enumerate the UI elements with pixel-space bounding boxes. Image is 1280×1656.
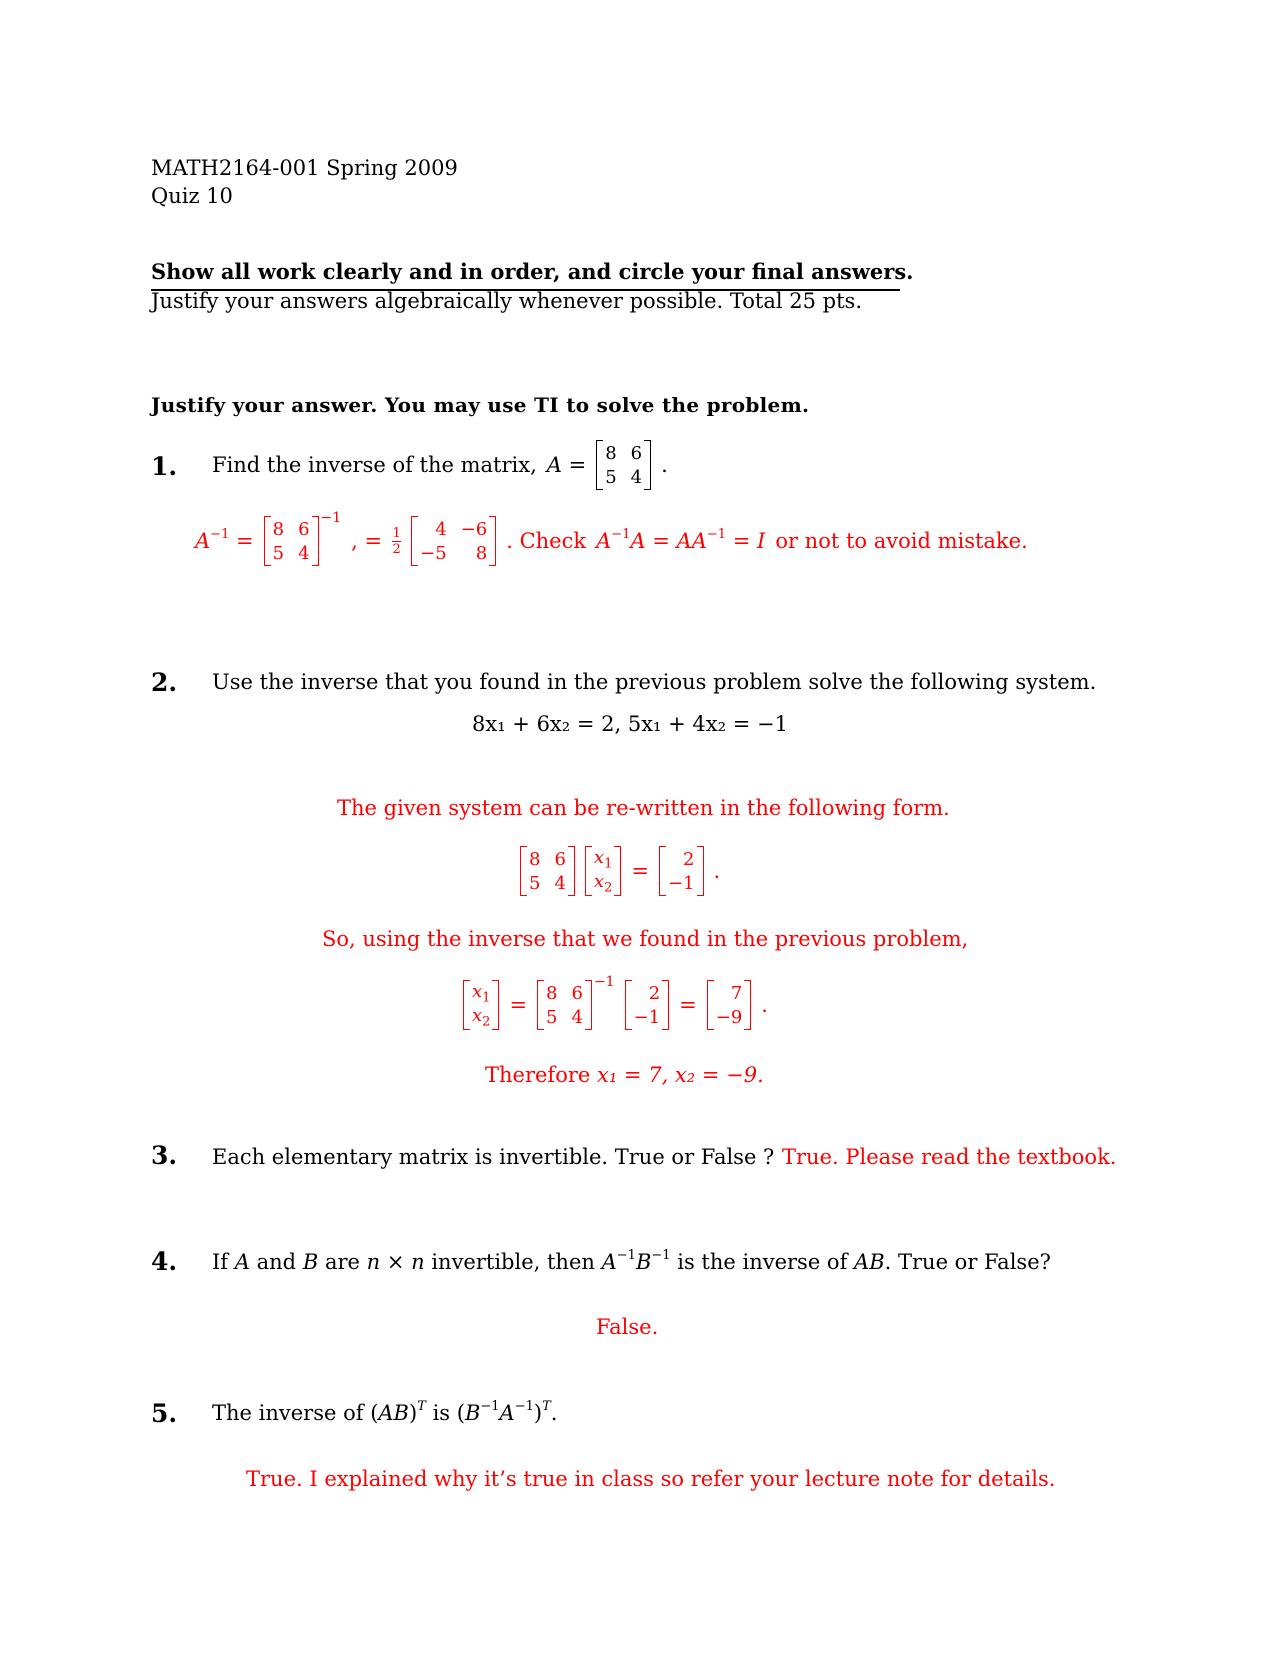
inv-coef-cell: 4 (571, 1006, 583, 1028)
rhs-cell: 4 (435, 518, 447, 540)
variable-vector: $x_1$ $x_2$ (585, 846, 621, 896)
solution-variable-vector: $x_1$ $x_2$ (463, 980, 499, 1030)
problem-2-line1: The given system can be re-written in the following form. (337, 796, 950, 820)
course-title: MATH2164-001 Spring 2009 (151, 156, 458, 180)
lhs-cell: 6 (298, 518, 310, 540)
coef-cell: 8 (529, 848, 541, 870)
problem-3-text: Each elementary matrix is invertible. True or False ? (212, 1145, 775, 1169)
rhs-cell: −6 (460, 518, 488, 540)
rhs-cell: 8 (475, 542, 488, 564)
result-vector (707, 980, 752, 1030)
rhs-cell: −5 (420, 542, 447, 564)
problem-3-number: 3. (151, 1141, 178, 1170)
inverse-coefficient-matrix: 8 6 5 4 $^{-1}$ (537, 980, 615, 1030)
problem-2-line2: So, using the inverse that we found in the previous problem, (322, 927, 969, 951)
coef-cell: 5 (529, 872, 541, 894)
solution-rhs-cell: 2 (648, 982, 661, 1004)
problem-5-text: The inverse of (AB)$^T$ is $(B^{-1}A^{-1})^T$. (212, 1399, 558, 1425)
solution-computation: $x_1$ $x_2$ = 8 6 5 4 $^{-1}$ 2 −1 = 7 −9 . (463, 980, 768, 1030)
check-text: . Check (506, 529, 587, 553)
problem-2-therefore: Therefore x₁ = 7, x₂ = −9. (485, 1063, 764, 1087)
matrix-a-label: A = (546, 453, 587, 477)
problem-1-solution: $A^{-1}$ = 8 6 5 4 $^{-1}$ , = $\frac{1}{2}$ 4 −6 −5 8 . Check $A^{-1}A = AA^{-1} = I$ or not to avoid mistake. (195, 516, 1028, 566)
section-heading: Justify your answer. You may use TI to solve the problem. (151, 393, 810, 417)
check-tail: or not to avoid mistake. (775, 529, 1028, 553)
problem-1-statement: Find the inverse of the matrix, A = 8 6 5 4 . (212, 440, 668, 490)
problem-2-number: 2. (151, 668, 178, 697)
rhs-vector-cell: −1 (667, 872, 695, 894)
result-cell: 7 (730, 982, 743, 1004)
problem-4-number: 4. (151, 1247, 178, 1276)
matrix-a-cell: 4 (630, 466, 643, 488)
check-equation: $A^{-1}A = AA^{-1} = I$ (596, 527, 766, 553)
problem-4-answer: False. (596, 1315, 659, 1339)
problem-1-text: Find the inverse of the matrix, (212, 453, 537, 477)
inv-coef-cell: 6 (571, 982, 583, 1004)
solution-rhs-vector (625, 980, 670, 1030)
problem-2-text: Use the inverse that you found in the previous problem solve the following system. (212, 670, 1097, 694)
problem-4-text: If A and B are n × n invertible, then $A^{-1}B^{-1}$ is the inverse of AB. True or False? (212, 1248, 1051, 1274)
a-inverse-lhs: 8 6 5 4 $^{-1}$ (264, 516, 342, 566)
coefficient-matrix (520, 846, 575, 896)
instructions-bold: Show all work clearly and in order, and circle your final answers. (151, 259, 914, 284)
a-inverse-label: $A^{-1}$ = (195, 527, 254, 553)
problem-3-answer: True. Please read the textbook. (782, 1145, 1117, 1169)
rhs-vector (659, 846, 704, 896)
quiz-title: Quiz 10 (151, 184, 233, 208)
rhs-vector-cell: 2 (683, 848, 695, 870)
one-half-fraction: $\frac{1}{2}$ (392, 525, 401, 557)
matrix-a (596, 440, 651, 490)
a-inverse-rhs (411, 516, 496, 566)
inv-coef-cell: 5 (546, 1006, 558, 1028)
system-matrix-form: 8 6 5 4 $x_1$ $x_2$ = 2 −1 . (520, 846, 720, 896)
matrix-a-cell: 6 (630, 442, 643, 464)
problem-1-number: 1. (151, 452, 178, 481)
problem-5-answer: True. I explained why it’s true in class so refer your lecture note for details. (246, 1467, 1056, 1491)
problem-5-number: 5. (151, 1399, 178, 1428)
problem-2-system: 8x₁ + 6x₂ = 2, 5x₁ + 4x₂ = −1 (472, 712, 788, 736)
lhs-cell: 5 (272, 542, 285, 564)
lhs-cell: 8 (272, 518, 285, 540)
solution-rhs-cell: −1 (633, 1006, 661, 1028)
coef-cell: 6 (554, 848, 566, 870)
inv-coef-cell: 8 (546, 982, 558, 1004)
instructions-line2: Justify your answers algebraically whenever possible. Total 25 pts. (151, 289, 863, 313)
matrix-a-cell: 8 (605, 442, 617, 464)
result-cell: −9 (715, 1006, 743, 1028)
coef-cell: 4 (554, 872, 566, 894)
matrix-a-cell: 5 (605, 466, 617, 488)
lhs-cell: 4 (298, 542, 310, 564)
